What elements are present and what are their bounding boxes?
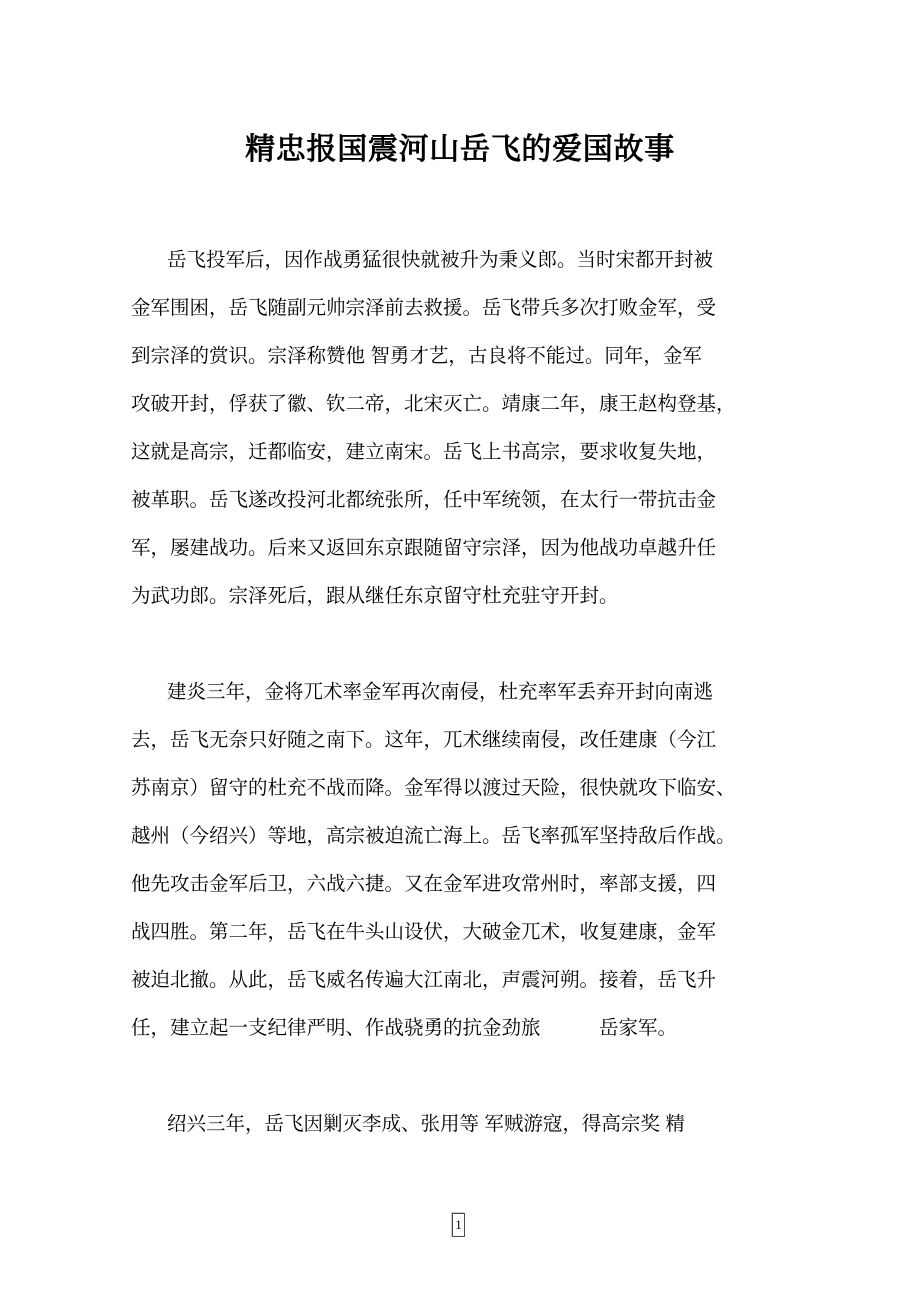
text-line: 军，屡建战功。后来又返回东京跟随留守宗泽，因为他战功卓越升任 <box>131 537 717 559</box>
text-line: 苏南京）留守的杜充不战而降。金军得以渡过天险，很快就攻下临安、 <box>131 777 736 799</box>
text-line: 去，岳飞无奈只好随之南下。这年，兀术继续南侵，改任建康（今江 <box>131 729 717 751</box>
page-number: 1 <box>455 1217 462 1232</box>
text-line: 被革职。岳飞遂改投河北都统张所，任中军统领，在太行一带抗击金 <box>131 489 717 511</box>
paragraph <box>131 668 736 1052</box>
text-line: 岳飞投军后，因作战勇猛很快就被升为秉义郎。当时宋都开封被 <box>167 249 714 271</box>
text-line: 任，建立起一支纪律严明、作战骁勇的抗金劲旅 岳家军。 <box>131 1017 678 1039</box>
text-line: 越州（今绍兴）等地，高宗被迫流亡海上。岳飞率孤军坚持敌后作战。 <box>131 825 736 847</box>
text-line: 到宗泽的赏识。宗泽称赞他 智勇才艺，古良将不能过。同年，金军 <box>131 345 702 367</box>
text-line: 绍兴三年，岳飞因剿灭李成、张用等 军贼游寇，得高宗奖 精 <box>167 1113 685 1135</box>
text-line: 建炎三年，金将兀术率金军再次南侵，杜充率军丢弃开封向南逃 <box>167 681 714 703</box>
document-body <box>131 236 736 1148</box>
paragraph <box>131 236 736 620</box>
document-title: 精忠报国震河山岳飞的爱国故事 <box>245 133 675 166</box>
text-line: 被迫北撤。从此，岳飞威名传遍大江南北，声震河朔。接着，岳飞升 <box>131 969 717 991</box>
text-line: 他先攻击金军后卫，六战六捷。又在金军进攻常州时，率部支援，四 <box>131 873 717 895</box>
text-line: 为武功郎。宗泽死后，跟从继任东京留守杜充驻守开封。 <box>131 585 619 607</box>
page-number-frame <box>452 1213 465 1237</box>
text-line: 金军围困，岳飞随副元帅宗泽前去救援。岳飞带兵多次打败金军，受 <box>131 297 717 319</box>
paragraph <box>131 1100 731 1148</box>
text-line: 战四胜。第二年，岳飞在牛头山设伏，大破金兀术，收复建康，金军 <box>131 921 717 943</box>
text-line: 攻破开封，俘获了徽、钦二帝，北宋灭亡。靖康二年，康王赵构登基， <box>131 393 736 415</box>
text-line: 这就是高宗，迁都临安，建立南宋。岳飞上书高宗，要求收复失地， <box>131 441 717 463</box>
